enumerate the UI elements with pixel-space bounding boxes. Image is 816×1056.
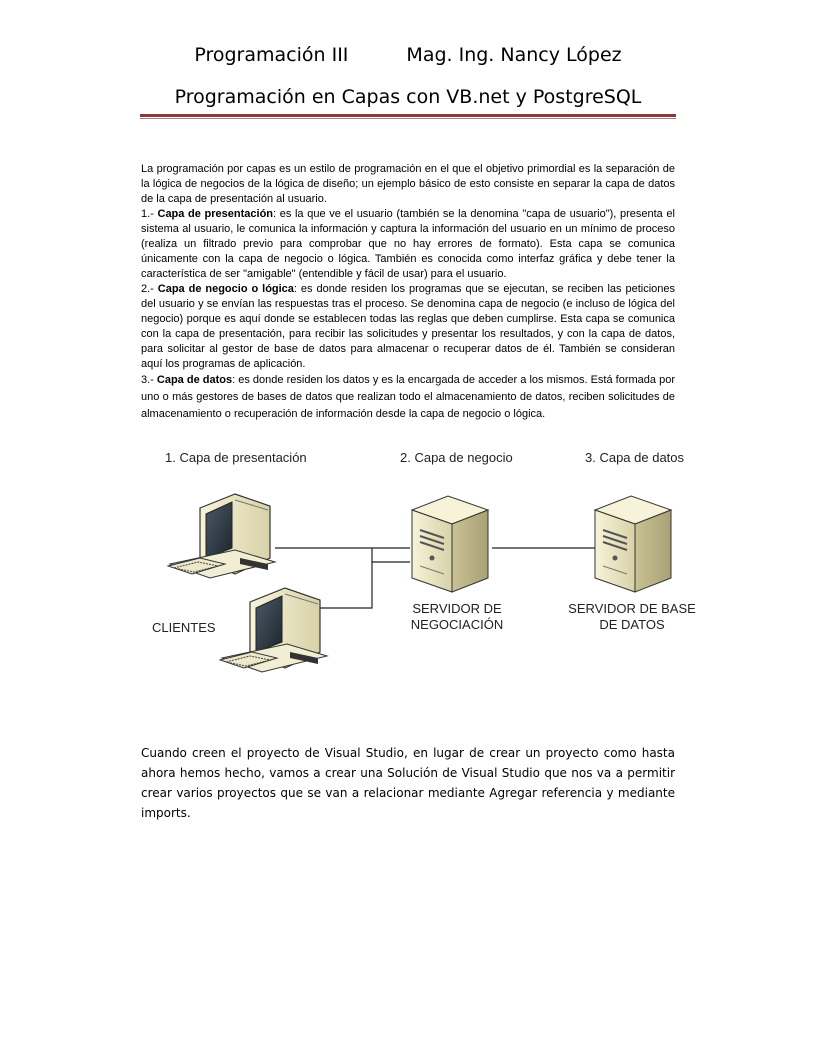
layer-1-term: Capa de presentación — [157, 208, 274, 220]
database-server-label-line2: DE DATOS — [599, 617, 665, 632]
layer-diagram — [140, 440, 700, 700]
intro-paragraph: La programación por capas es un estilo de programación en el que el objetivo primordial es la separación de la lógica de negocios de la lógica de diseño; un ejemplo básico de esto consiste en separar la capa de datos de la capa de presentación al usuario. — [141, 163, 675, 205]
client-computer-icon — [220, 588, 327, 672]
database-server-icon — [595, 496, 671, 592]
layer-3-paragraph: 3.- Capa de datos: es donde residen los datos y es la encargada de acceder a los mismos. Está formada por uno o más gestores de bases de datos que realizan todo el almacenamiento de datos, reciben solicitudes de almacenamiento o recuperación de información desde la capa de negocio o lógica. — [141, 374, 675, 420]
document-subtitle: Programación en Capas con VB.net y PostgreSQL — [174, 86, 642, 108]
layer-2-term: Capa de negocio o lógica — [157, 283, 294, 295]
business-server-label-line1: SERVIDOR DE — [412, 601, 502, 616]
layer-1-paragraph: 1.- Capa de presentación: es la que ve el usuario (también se la denomina "capa de usuario"), presenta el sistema al usuario, le comunica la información y captura la información del usuario en un mínimo de proceso (realiza un filtrado previo para comprobar que no hay errores de formato). Esta capa se comunica únicamente con la capa de negocio o lógica. También es conocida como interfaz gráfica y debe tener la característica de ser "amigable" (entendible y fácil de usar) para el usuario. — [141, 208, 675, 280]
closing-text — [141, 743, 675, 823]
header-rule-thin — [140, 118, 676, 119]
page-header — [0, 44, 816, 66]
business-server-label-line2: NEGOCIACIÓN — [410, 617, 504, 632]
client-computer-icon — [168, 494, 275, 578]
body-text — [141, 162, 675, 423]
course-title: Programación III — [194, 44, 349, 66]
layer-2-paragraph: 2.- Capa de negocio o lógica: es donde residen los programas que se ejecutan, se reciben las peticiones del usuario y se envían las respuestas tras el proceso. Se denomina capa de negocio (e incluso de lógica del negocio) porque es aquí donde se establecen todas las reglas que deben cumplirse. Esta capa se comunica con la capa de presentación, para recibir las solicitudes y presentar los resultados, y con la capa de datos, para solicitar al gestor de base de datos para almacenar o recuperar datos de él. También se consideran aquí los programas de aplicación. — [141, 283, 675, 370]
layer-2-label: 2. Capa de negocio — [400, 450, 513, 465]
database-server-label-line1: SERVIDOR DE BASE — [568, 601, 696, 616]
business-server-icon — [412, 496, 488, 592]
layer-1-label: 1. Capa de presentación — [165, 450, 307, 465]
layer-3-label: 3. Capa de datos — [585, 450, 685, 465]
closing-paragraph: Cuando creen el proyecto de Visual Studio, en lugar de crear un proyecto como hasta ahora hemos hecho, vamos a crear una Solución de Visual Studio que nos va a permitir crear varios proyectos que se van a relacionar mediante Agregar referencia y mediante imports. — [141, 746, 675, 820]
author-name: Mag. Ing. Nancy López — [406, 44, 622, 66]
layer-3-term: Capa de datos — [156, 374, 233, 386]
clients-label: CLIENTES — [152, 620, 216, 635]
header-rule — [140, 114, 676, 117]
